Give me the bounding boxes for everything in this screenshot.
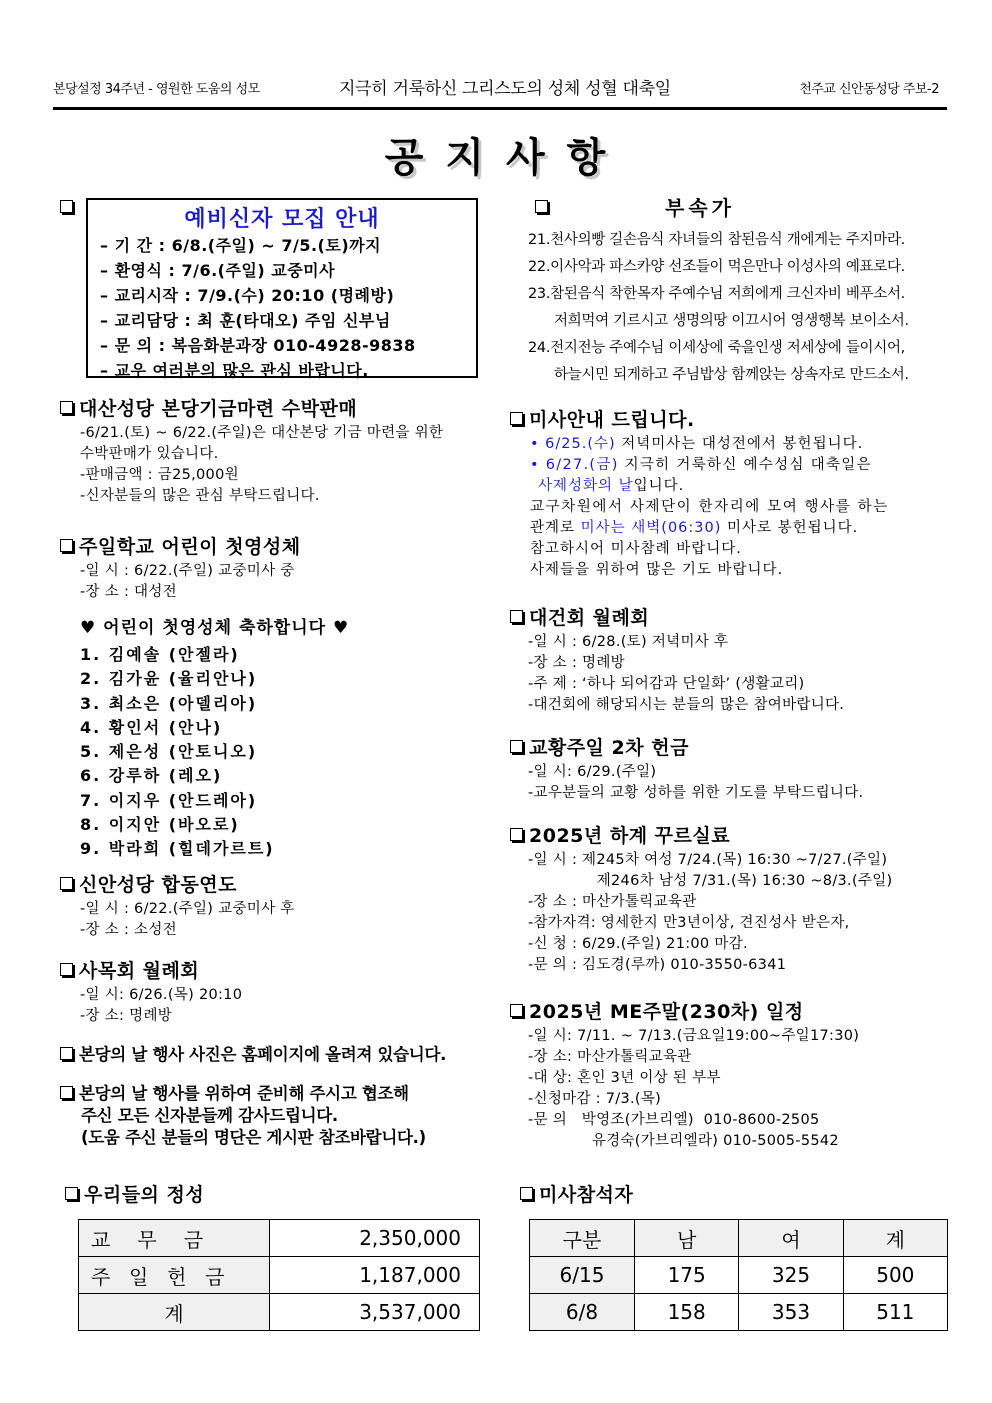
pope-sunday-section xyxy=(510,733,950,804)
section-title: 주일학교 어린이 첫영성체 xyxy=(79,536,301,558)
notice-line: -판매금액 : 금25,000원 xyxy=(80,467,239,483)
notice-line: (도움 주신 분들의 명단은 게시판 참조바랍니다.) xyxy=(81,1128,426,1147)
thanks-notice xyxy=(60,1083,426,1149)
bulletin-header xyxy=(53,74,947,100)
communicant-list-item: 2. 김가윤 (율리안나) xyxy=(80,669,258,689)
notice-line: 유경숙(가브리엘라) 010-5005-5542 xyxy=(528,1133,839,1149)
checkbox-bullet-icon xyxy=(535,200,548,213)
checkbox-bullet-icon xyxy=(60,401,73,414)
me-weekend-section xyxy=(510,997,950,1152)
attendance-table xyxy=(529,1219,948,1331)
communicant-list-item: 5. 제은성 (안토니오) xyxy=(80,742,258,762)
pastoral-council-section xyxy=(60,956,490,1027)
recruit-title: 예비신자 모집 안내 xyxy=(184,207,380,232)
notice-line: -신자분들의 많은 관심 부탁드립니다. xyxy=(80,488,320,504)
notice-text: 본당의 날 행사를 위하여 준비해 주시고 협조해 xyxy=(79,1084,409,1103)
section-title: 교황주일 2차 헌금 xyxy=(529,737,689,759)
notice-line: -주 제 : ‘하나 되어감과 단일화’ (생활교리) xyxy=(528,676,805,692)
notice-line: 주신 모든 신자분들께 감사드립니다. xyxy=(81,1106,338,1125)
cursillo-section xyxy=(510,821,950,976)
notice-line: -장 소 : 마산가톨릭교육관 xyxy=(528,894,697,910)
checkbox-bullet-icon xyxy=(60,1086,73,1099)
section-heading xyxy=(510,821,950,848)
highlight-date: • 6/25.(수) xyxy=(530,436,616,452)
table-row xyxy=(530,1257,948,1294)
notice-line: -일 시 : 6/22.(주일) 교중미사 중 xyxy=(80,563,295,579)
notice-line xyxy=(530,455,950,476)
table-header-cell: 계 xyxy=(843,1220,947,1257)
notice-line: -대건회에 해당되시는 분들의 많은 참여바랍니다. xyxy=(528,697,845,713)
section-heading xyxy=(510,405,950,432)
page-title: 공지사항 xyxy=(384,135,628,181)
checkbox-bullet-icon xyxy=(510,740,523,753)
notice-line: -일 시 : 제245차 여성 7/24.(목) 16:30 ~7/27.(주일) xyxy=(528,852,888,868)
notice-text: 본당의 날 행사 사진은 홈페이지에 올려져 있습니다. xyxy=(79,1045,447,1064)
table-cell: 353 xyxy=(739,1294,843,1331)
table-cell-label: 주 일 헌 금 xyxy=(79,1257,270,1294)
table-row xyxy=(79,1294,480,1331)
section-heading xyxy=(60,532,490,559)
communicant-list-item: 4. 황인서 (안나) xyxy=(80,717,223,737)
notice-line: -장 소 : 명례방 xyxy=(528,655,625,671)
header-divider xyxy=(53,107,947,110)
notice-line: 수박판매가 있습니다. xyxy=(80,446,219,462)
section-title: 미사안내 드립니다. xyxy=(529,409,695,431)
recruit-line: – 교우 여러분의 많은 관심 바랍니다. xyxy=(100,361,369,380)
highlight-date: • 6/27.(금) xyxy=(530,457,619,473)
hymn-verse: 23.참된음식 착한목자 주예수님 저희에게 크신자비 베푸소서. xyxy=(528,286,905,302)
notice-line: -문 의 : 김도경(루까) 010-3550-6341 xyxy=(528,957,787,973)
section-heading xyxy=(510,733,950,760)
table-cell-date: 6/15 xyxy=(530,1257,635,1294)
notice-line xyxy=(530,434,950,455)
section-heading xyxy=(60,394,490,421)
table-header-cell: 구분 xyxy=(530,1220,635,1257)
section-heading xyxy=(60,870,490,897)
notice-line: -신 청 : 6/29.(주일) 21:00 마감. xyxy=(528,936,748,952)
notice-text: 지극히 거룩하신 예수성심 대축일은 xyxy=(618,457,872,473)
checkbox-bullet-icon xyxy=(60,539,73,552)
communicant-list-item: 7. 이지우 (안드레아) xyxy=(80,790,258,810)
watermelon-sale-section xyxy=(60,394,490,507)
notice-line: -일 시 : 6/28.(토) 저녁미사 후 xyxy=(528,634,729,650)
checkbox-bullet-icon xyxy=(60,1047,73,1060)
hymn-verse: 24.전지전능 주예수님 이세상에 죽을인생 저세상에 들이시어, xyxy=(528,340,905,356)
communicant-list-item: 8. 이지안 (바오로) xyxy=(80,815,240,835)
notice-line: -일 시: 6/26.(목) 20:10 xyxy=(80,987,243,1003)
notice-line: -일 시: 6/29.(주일) xyxy=(528,764,657,780)
section-heading xyxy=(510,603,950,630)
notice-line: 참고하시어 미사참례 바랍니다. xyxy=(530,541,742,557)
section-title: 2025년 하계 꾸르실료 xyxy=(529,825,731,847)
section-heading xyxy=(510,997,950,1024)
checkbox-bullet-icon xyxy=(510,1004,523,1017)
notice-line: 교구차원에서 사제단이 한자리에 모여 행사를 하는 xyxy=(530,499,889,515)
table-header-cell: 여 xyxy=(739,1220,843,1257)
table-cell-value: 3,537,000 xyxy=(270,1294,480,1331)
checkbox-bullet-icon xyxy=(60,877,73,890)
communicant-list-item: 6. 강루하 (레오) xyxy=(80,766,223,786)
notice-text: 관계로 xyxy=(530,520,581,536)
checkbox-bullet-icon xyxy=(510,412,523,425)
notice-line: -교우분들의 교황 성하를 위한 기도를 부탁드립니다. xyxy=(528,785,864,801)
notice-line: -장 소 : 소성전 xyxy=(80,922,177,938)
hymn-verse: 21.천사의빵 길손음식 자녀들의 참된음식 개에게는 주지마라. xyxy=(528,232,905,248)
notice-line: -일 시 : 6/22.(주일) 교중미사 후 xyxy=(80,901,295,917)
highlight-text: 사제성화의 날 xyxy=(538,478,634,494)
checkbox-bullet-icon xyxy=(520,1187,533,1200)
recruit-line: – 교리담당 : 최 훈(타대오) 주임 신부님 xyxy=(100,311,391,330)
notice-line xyxy=(530,518,950,539)
checkbox-bullet-icon xyxy=(65,1187,78,1200)
table-cell: 511 xyxy=(843,1294,947,1331)
table-cell-label: 계 xyxy=(79,1294,270,1331)
table-cell: 500 xyxy=(843,1257,947,1294)
notice-line: 사제들을 위하여 많은 기도 바랍니다. xyxy=(530,562,784,578)
communicant-list-item: 1. 김예솔 (안젤라) xyxy=(80,645,240,664)
section-heading xyxy=(60,956,490,983)
table-cell: 175 xyxy=(635,1257,739,1294)
section-title: 대건회 월례회 xyxy=(529,607,650,629)
section-title: 우리들의 정성 xyxy=(84,1184,205,1206)
notice-text: 미사로 봉헌됩니다. xyxy=(721,520,859,536)
offerings-heading xyxy=(65,1180,204,1207)
mass-notice-section xyxy=(510,405,950,581)
notice-line: -장 소: 마산가톨릭교육관 xyxy=(528,1049,692,1065)
catechumen-recruit-box xyxy=(86,198,478,378)
table-cell-date: 6/8 xyxy=(530,1294,635,1331)
table-row xyxy=(79,1257,480,1294)
notice-line xyxy=(60,1083,426,1105)
header-right-text: 천주교 신안동성당 주보-2 xyxy=(799,82,939,97)
congrats-heading: ♥ 어린이 첫영성체 축하합니다 ♥ xyxy=(80,618,350,638)
communicant-list-item: 3. 최소은 (아델리아) xyxy=(80,693,258,713)
table-cell: 158 xyxy=(635,1294,739,1331)
photo-notice xyxy=(60,1044,446,1066)
recruit-line: – 환영식 : 7/6.(주일) 교중미사 xyxy=(100,261,336,280)
recruit-line: – 교리시작 : 7/9.(수) 20:10 (명례방) xyxy=(100,286,395,305)
hymn-verse: 22.이사악과 파스카양 선조들이 먹은만나 이성사의 예표로다. xyxy=(528,259,905,275)
communicant-list-item: 9. 박라희 (힐데가르트) xyxy=(80,839,275,859)
recruit-line: – 문 의 : 복음화분과장 010-4928-9838 xyxy=(100,336,416,355)
table-header-row xyxy=(530,1220,948,1257)
notice-line: -참가자격: 영세한지 만3년이상, 견진성사 받은자, xyxy=(528,915,850,931)
checkbox-bullet-icon xyxy=(510,610,523,623)
notice-text: 입니다. xyxy=(633,478,685,494)
sequence-hymn-title: 부속가 xyxy=(665,196,735,220)
notice-line: -대 상: 혼인 3년 이상 된 부부 xyxy=(528,1070,721,1086)
notice-text: 저녁미사는 대성전에서 봉헌됩니다. xyxy=(615,436,864,452)
notice-line: -신청마감 : 7/3.(목) xyxy=(528,1091,662,1107)
section-title: 사목회 월례회 xyxy=(79,960,200,982)
table-cell-value: 1,187,000 xyxy=(270,1257,480,1294)
section-title: 미사참석자 xyxy=(539,1184,634,1206)
notice-line xyxy=(530,476,950,497)
section-title: 대산성당 본당기금마련 수박판매 xyxy=(79,398,358,420)
joint-memorial-section xyxy=(60,870,490,941)
first-communion-section xyxy=(60,532,490,862)
daegeon-meeting-section xyxy=(510,603,950,716)
table-cell: 325 xyxy=(739,1257,843,1294)
attendance-heading xyxy=(520,1180,633,1207)
recruit-line: – 기 간 : 6/8.(주일) ~ 7/5.(토)까지 xyxy=(100,236,382,255)
checkbox-bullet-icon xyxy=(510,828,523,841)
notice-line: -장 소 : 대성전 xyxy=(80,584,177,600)
section-title: 2025년 ME주말(230차) 일정 xyxy=(529,1001,804,1023)
table-row xyxy=(79,1220,480,1257)
header-center-title: 지극히 거룩하신 그리스도의 성체 성혈 대축일 xyxy=(339,79,671,99)
offerings-table xyxy=(78,1219,480,1331)
notice-line: -장 소: 명례방 xyxy=(80,1008,173,1024)
checkbox-bullet-icon xyxy=(60,200,73,213)
table-row xyxy=(530,1294,948,1331)
notice-line: -문 의 박영조(가브리엘) 010-8600-2505 xyxy=(528,1112,820,1128)
hymn-verse: 하늘시민 되게하고 주님밥상 함께앉는 상속자로 만드소서. xyxy=(554,367,909,383)
header-left-text: 본당설정 34주년 - 영원한 도움의 성모 xyxy=(53,82,260,97)
notice-line: 제246차 남성 7/31.(목) 16:30 ~8/3.(주일) xyxy=(528,873,893,889)
hymn-verse: 저희먹여 기르시고 생명의땅 이끄시어 영생행복 보이소서. xyxy=(554,313,909,329)
section-title: 신안성당 합동연도 xyxy=(79,874,237,896)
checkbox-bullet-icon xyxy=(60,963,73,976)
notice-line: -일 시: 7/11. ~ 7/13.(금요일19:00~주일17:30) xyxy=(528,1028,860,1044)
table-cell-value: 2,350,000 xyxy=(270,1220,480,1257)
notice-line: -6/21.(토) ~ 6/22.(주일)은 대산본당 기금 마련을 위한 xyxy=(80,425,444,441)
table-cell-label: 교 무 금 xyxy=(79,1220,270,1257)
table-header-cell: 남 xyxy=(635,1220,739,1257)
highlight-text: 미사는 새벽(06:30) xyxy=(580,520,722,536)
sequence-hymn-verses xyxy=(528,227,948,389)
